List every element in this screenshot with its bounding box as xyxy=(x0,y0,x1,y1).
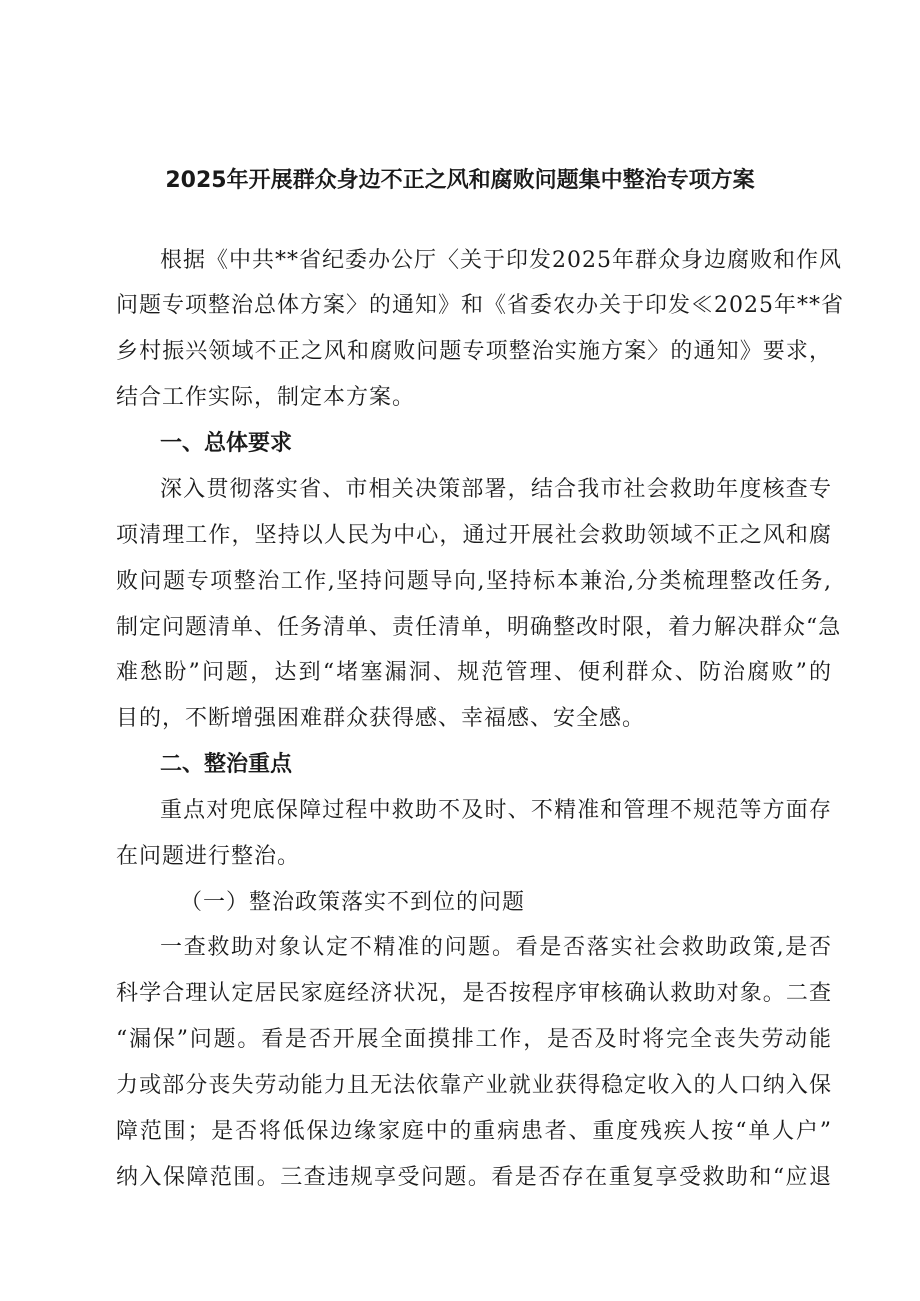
intro-line-3: 乡村振兴领域不正之风和腐败问题专项整治实施方案〉的通知》要求， xyxy=(116,339,832,364)
section1-line-5: 难愁盼”问题，达到“堵塞漏洞、规范管理、便利群众、防治腐败”的 xyxy=(116,660,832,685)
section1-line-6: 目的，不断增强困难群众获得感、幸福感、安全感。 xyxy=(116,706,646,731)
subsection-line-3: “漏保”问题。看是否开展全面摸排工作，是否及时将完全丧失劳动能 xyxy=(116,1027,832,1052)
subsection-line-2: 科学合理认定居民家庭经济状况，是否按程序审核确认救助对象。二查 xyxy=(116,981,832,1006)
subsection-line-1: 一查救助对象认定不精准的问题。看是否落实社会救助政策,是否 xyxy=(160,935,832,960)
intro-line-1: 根据《中共**省纪委办公厅〈关于印发2025年群众身边腐败和作风 xyxy=(160,248,842,273)
intro-line-4: 结合工作实际，制定本方案。 xyxy=(116,385,416,410)
subsection-line-5: 障范围；是否将低保边缘家庭中的重病患者、重度残疾人按“单人户” xyxy=(116,1119,832,1144)
section1-line-1: 深入贯彻落实省、市相关决策部署，结合我市社会救助年度核查专 xyxy=(160,477,832,502)
section2-line-2: 在问题进行整治。 xyxy=(116,844,301,869)
subsection-heading-policy: （一）整治政策落实不到位的问题 xyxy=(180,890,526,915)
section1-line-4: 制定问题清单、任务清单、责任清单，明确整改时限，着力解决群众“急 xyxy=(116,615,842,640)
document-title: 2025年开展群众身边不正之风和腐败问题集中整治专项方案 xyxy=(165,168,755,193)
section-heading-general-requirements: 一、总体要求 xyxy=(160,431,293,456)
subsection-line-6: 纳入保障范围。三查违规享受问题。看是否存在重复享受救助和“应退 xyxy=(116,1165,832,1190)
section1-line-3: 败问题专项整治工作,坚持问题导向,坚持标本兼治,分类梳理整改任务, xyxy=(116,569,832,594)
section2-line-1: 重点对兜底保障过程中救助不及时、不精准和管理不规范等方面存 xyxy=(160,798,832,823)
subsection-line-4: 力或部分丧失劳动能力且无法依靠产业就业获得稳定收入的人口纳入保 xyxy=(116,1073,832,1098)
section1-line-2: 项清理工作，坚持以人民为中心，通过开展社会救助领域不正之风和腐 xyxy=(116,523,832,548)
section-heading-key-points: 二、整治重点 xyxy=(160,752,293,777)
intro-line-2: 问题专项整治总体方案〉的通知》和《省委农办关于印发≪2025年**省 xyxy=(116,293,844,318)
